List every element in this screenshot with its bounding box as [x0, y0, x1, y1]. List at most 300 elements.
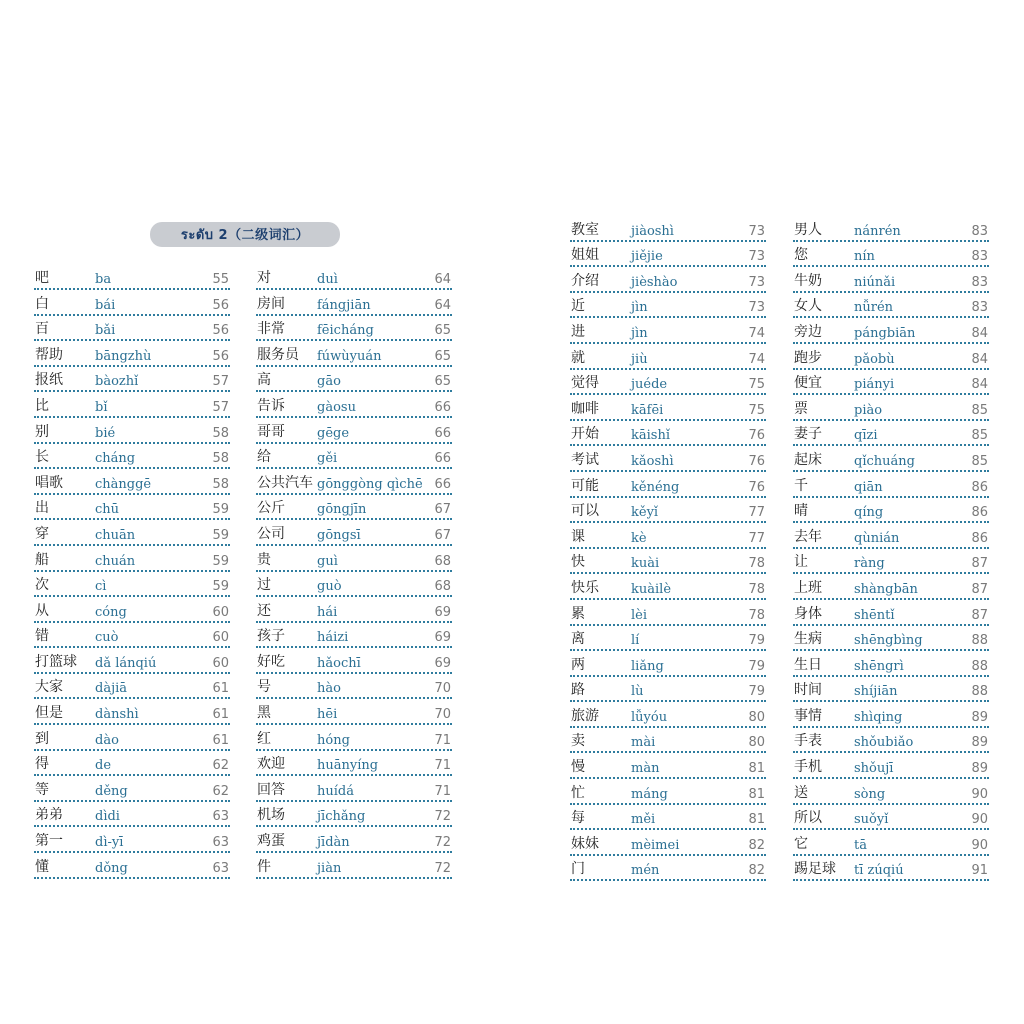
page-number: 59	[212, 553, 229, 569]
pinyin: suǒyǐ	[854, 812, 889, 828]
hanzi-word: 贵	[257, 551, 271, 568]
page-number: 85	[971, 453, 988, 469]
vocab-row	[793, 498, 989, 524]
vocab-row	[256, 674, 452, 700]
hanzi-word: 回答	[257, 781, 285, 798]
pinyin: bié	[95, 425, 116, 441]
pinyin: pǎobù	[854, 351, 895, 367]
vocab-row	[570, 805, 766, 831]
pinyin: bǎi	[95, 323, 116, 339]
vocab-row	[793, 677, 989, 703]
hanzi-word: 好吃	[257, 653, 285, 670]
pinyin: cóng	[95, 604, 127, 620]
vocab-row	[256, 444, 452, 470]
pinyin: pángbiān	[854, 325, 916, 341]
vocab-row	[256, 725, 452, 751]
pinyin: lù	[631, 684, 644, 700]
pinyin: qíng	[854, 505, 884, 521]
hanzi-word: 姐姐	[571, 247, 599, 264]
hanzi-word: 别	[35, 423, 49, 440]
pinyin: qǐchuáng	[854, 453, 915, 469]
page-number: 79	[748, 684, 765, 700]
vocab-row	[793, 779, 989, 805]
pinyin: shàngbān	[854, 581, 918, 597]
vocab-row	[34, 290, 230, 316]
pinyin: dǎ lánqiú	[95, 655, 157, 671]
page-number: 66	[434, 425, 451, 441]
page-number: 59	[212, 579, 229, 595]
pinyin: hái	[317, 604, 338, 620]
hanzi-word: 白	[35, 295, 49, 312]
hanzi-word: 您	[794, 247, 808, 264]
vocab-row	[34, 316, 230, 342]
page-number: 73	[748, 274, 765, 290]
vocab-row	[34, 674, 230, 700]
pinyin: bāngzhù	[95, 348, 152, 364]
hanzi-word: 机场	[257, 807, 285, 824]
vocab-row	[793, 805, 989, 831]
vocab-row	[256, 495, 452, 521]
hanzi-word: 公司	[257, 525, 285, 542]
vocab-row	[256, 827, 452, 853]
vocab-row	[256, 853, 452, 879]
page-number: 76	[748, 453, 765, 469]
pinyin: tī zúqiú	[854, 863, 904, 879]
page-number: 87	[971, 556, 988, 572]
vocab-row	[793, 574, 989, 600]
pinyin: kāfēi	[631, 402, 664, 418]
vocab-row	[570, 702, 766, 728]
vocab-row	[570, 370, 766, 396]
page-number: 75	[748, 377, 765, 393]
hanzi-word: 踢足球	[794, 861, 836, 878]
page-number: 65	[434, 374, 451, 390]
page-number: 90	[971, 812, 988, 828]
hanzi-word: 快	[571, 554, 585, 571]
pinyin: dǒng	[95, 860, 128, 876]
page-number: 74	[748, 325, 765, 341]
page-number: 84	[971, 377, 988, 393]
page-number: 60	[212, 630, 229, 646]
hanzi-word: 近	[571, 298, 585, 315]
hanzi-word: 旁边	[794, 323, 822, 340]
page-number: 61	[212, 681, 229, 697]
pinyin: guò	[317, 579, 342, 595]
pinyin: háizi	[317, 630, 349, 646]
vocab-row	[793, 472, 989, 498]
hanzi-word: 大家	[35, 679, 63, 696]
vocab-column-3	[570, 216, 766, 881]
vocab-row	[793, 856, 989, 882]
page-number: 83	[971, 249, 988, 265]
vocab-row	[34, 418, 230, 444]
hanzi-word: 卖	[571, 733, 585, 750]
page-number: 67	[434, 502, 451, 518]
page-number: 87	[971, 607, 988, 623]
hanzi-word: 便宜	[794, 375, 822, 392]
vocab-row	[256, 264, 452, 290]
hanzi-word: 鸡蛋	[257, 833, 285, 850]
pinyin: ba	[95, 271, 112, 287]
pinyin: cuò	[95, 630, 119, 646]
hanzi-word: 生日	[794, 656, 822, 673]
hanzi-word: 房间	[257, 295, 285, 312]
pinyin: shǒujī	[854, 761, 894, 777]
page-number: 84	[971, 351, 988, 367]
pinyin: dàjiā	[95, 681, 128, 697]
pinyin: gōngsī	[317, 527, 361, 543]
pinyin: jiàoshì	[631, 223, 674, 239]
page-number: 57	[212, 374, 229, 390]
hanzi-word: 觉得	[571, 375, 599, 392]
vocab-row	[256, 520, 452, 546]
vocab-row	[34, 623, 230, 649]
page-number: 56	[212, 323, 229, 339]
page-number: 74	[748, 351, 765, 367]
hanzi-word: 起床	[794, 451, 822, 468]
hanzi-word: 咖啡	[571, 400, 599, 417]
hanzi-word: 可能	[571, 477, 599, 494]
pinyin: jìn	[631, 300, 648, 316]
pinyin: kè	[631, 530, 647, 546]
hanzi-word: 男人	[794, 221, 822, 238]
vocab-row	[256, 469, 452, 495]
page-number: 66	[434, 451, 451, 467]
pinyin: gāo	[317, 374, 341, 390]
pinyin: kuài	[631, 556, 660, 572]
vocab-row	[256, 648, 452, 674]
hanzi-word: 懂	[35, 858, 49, 875]
vocab-column-1	[34, 264, 230, 878]
pinyin: nǚrén	[854, 300, 894, 316]
pinyin: duì	[317, 271, 338, 287]
hanzi-word: 孩子	[257, 628, 285, 645]
page-number: 75	[748, 402, 765, 418]
page-number: 59	[212, 527, 229, 543]
pinyin: chū	[95, 502, 120, 518]
hanzi-word: 唱歌	[35, 474, 63, 491]
hanzi-word: 考试	[571, 451, 599, 468]
pinyin: shēntǐ	[854, 607, 895, 623]
page-number: 57	[212, 399, 229, 415]
pinyin: juéde	[631, 377, 668, 393]
hanzi-word: 长	[35, 449, 49, 466]
vocab-row	[256, 367, 452, 393]
hanzi-word: 累	[571, 605, 585, 622]
hanzi-word: 介绍	[571, 272, 599, 289]
vocab-row	[570, 677, 766, 703]
page-number: 82	[748, 837, 765, 853]
vocab-row	[570, 421, 766, 447]
pinyin: fángjiān	[317, 297, 371, 313]
vocab-row	[570, 779, 766, 805]
pinyin: mài	[631, 735, 656, 751]
hanzi-word: 女人	[794, 298, 822, 315]
hanzi-word: 票	[794, 400, 808, 417]
page-number: 72	[434, 860, 451, 876]
page-number: 89	[971, 735, 988, 751]
page-number: 65	[434, 348, 451, 364]
hanzi-word: 从	[35, 602, 49, 619]
page-number: 68	[434, 579, 451, 595]
page-number: 90	[971, 786, 988, 802]
pinyin: huídá	[317, 783, 354, 799]
pinyin: qīzi	[854, 428, 878, 444]
pinyin: dì-yī	[95, 835, 124, 851]
hanzi-word: 进	[571, 323, 585, 340]
pinyin: gěi	[317, 451, 338, 467]
level-heading: ระดับ 2（二级词汇）	[150, 222, 340, 247]
hanzi-word: 弟弟	[35, 807, 63, 824]
page-number: 78	[748, 556, 765, 572]
pinyin: cì	[95, 579, 107, 595]
page-number: 69	[434, 604, 451, 620]
hanzi-word: 送	[794, 784, 808, 801]
pinyin: fúwùyuán	[317, 348, 382, 364]
hanzi-word: 离	[571, 631, 585, 648]
page-number: 88	[971, 684, 988, 700]
vocab-row	[793, 421, 989, 447]
pinyin: lǚyóu	[631, 709, 668, 725]
hanzi-word: 对	[257, 269, 271, 286]
hanzi-word: 路	[571, 682, 585, 699]
pinyin: jièshào	[631, 274, 678, 290]
page-number: 86	[971, 505, 988, 521]
page-number: 73	[748, 300, 765, 316]
page-number: 79	[748, 633, 765, 649]
vocab-row	[256, 572, 452, 598]
vocab-row	[34, 367, 230, 393]
pinyin: bàozhǐ	[95, 374, 139, 390]
page-number: 78	[748, 607, 765, 623]
hanzi-word: 件	[257, 858, 271, 875]
vocab-row	[256, 290, 452, 316]
pinyin: mèimei	[631, 837, 680, 853]
pinyin: bái	[95, 297, 116, 313]
hanzi-word: 比	[35, 397, 49, 414]
hanzi-word: 号	[257, 679, 271, 696]
hanzi-word: 晴	[794, 503, 808, 520]
hanzi-word: 公共汽车	[257, 474, 313, 491]
pinyin: shìqing	[854, 709, 903, 725]
page-number: 80	[748, 735, 765, 751]
page-number: 56	[212, 348, 229, 364]
vocab-row	[793, 600, 989, 626]
page-number: 56	[212, 297, 229, 313]
vocab-row	[793, 523, 989, 549]
vocab-row	[256, 316, 452, 342]
pinyin: gēge	[317, 425, 350, 441]
pinyin: mén	[631, 863, 660, 879]
hanzi-word: 出	[35, 500, 49, 517]
pinyin: gàosu	[317, 399, 356, 415]
page-number: 76	[748, 428, 765, 444]
pinyin: cháng	[95, 451, 136, 467]
page-number: 68	[434, 553, 451, 569]
page-number: 58	[212, 476, 229, 492]
page-number: 85	[971, 402, 988, 418]
page-number: 69	[434, 655, 451, 671]
hanzi-word: 帮助	[35, 346, 63, 363]
pinyin: kuàilè	[631, 581, 672, 597]
pinyin: ràng	[854, 556, 885, 572]
vocab-row	[34, 802, 230, 828]
page-number: 78	[748, 581, 765, 597]
page-number: 62	[212, 758, 229, 774]
page-number: 85	[971, 428, 988, 444]
page-number: 81	[748, 812, 765, 828]
page-number: 89	[971, 709, 988, 725]
pinyin: jiàn	[317, 860, 342, 876]
page-number: 81	[748, 786, 765, 802]
vocab-row	[570, 600, 766, 626]
hanzi-word: 千	[794, 477, 808, 494]
vocab-row	[34, 495, 230, 521]
hanzi-word: 非常	[257, 321, 285, 338]
vocab-row	[570, 498, 766, 524]
hanzi-word: 旅游	[571, 707, 599, 724]
vocab-row	[256, 392, 452, 418]
pinyin: lèi	[631, 607, 648, 623]
page-number: 72	[434, 809, 451, 825]
pinyin: dìdi	[95, 809, 120, 825]
vocab-column-4	[793, 216, 989, 881]
vocab-row	[256, 623, 452, 649]
vocab-row	[570, 344, 766, 370]
vocab-row	[793, 370, 989, 396]
page-number: 61	[212, 732, 229, 748]
pinyin: dào	[95, 732, 119, 748]
pinyin: sòng	[854, 786, 886, 802]
page-number: 83	[971, 223, 988, 239]
hanzi-word: 让	[794, 554, 808, 571]
page-number: 84	[971, 325, 988, 341]
hanzi-word: 所以	[794, 810, 822, 827]
vocab-row	[793, 242, 989, 268]
vocab-row	[256, 751, 452, 777]
vocab-row	[570, 446, 766, 472]
pinyin: chuán	[95, 553, 136, 569]
hanzi-word: 每	[571, 810, 585, 827]
page-number: 77	[748, 530, 765, 546]
vocab-row	[570, 574, 766, 600]
pinyin: hào	[317, 681, 341, 697]
page-number: 65	[434, 323, 451, 339]
pinyin: piào	[854, 402, 883, 418]
vocab-row	[256, 418, 452, 444]
pinyin: lí	[631, 633, 640, 649]
hanzi-word: 还	[257, 602, 271, 619]
vocab-row	[570, 523, 766, 549]
vocab-row	[34, 444, 230, 470]
hanzi-word: 时间	[794, 682, 822, 699]
hanzi-word: 可以	[571, 503, 599, 520]
pinyin: qùnián	[854, 530, 900, 546]
page-number: 82	[748, 863, 765, 879]
page-number: 66	[434, 476, 451, 492]
page-number: 91	[971, 863, 988, 879]
hanzi-word: 告诉	[257, 397, 285, 414]
vocab-row	[34, 392, 230, 418]
pinyin: hóng	[317, 732, 350, 748]
page-number: 64	[434, 297, 451, 313]
hanzi-word: 欢迎	[257, 756, 285, 773]
vocab-row	[34, 827, 230, 853]
pinyin: piányi	[854, 377, 895, 393]
vocab-row	[34, 776, 230, 802]
vocab-row	[34, 597, 230, 623]
hanzi-word: 就	[571, 349, 585, 366]
pinyin: jiějie	[631, 249, 663, 265]
pinyin: tā	[854, 837, 867, 853]
vocab-row	[34, 341, 230, 367]
hanzi-word: 快乐	[571, 579, 599, 596]
page-number: 63	[212, 835, 229, 851]
hanzi-word: 手表	[794, 733, 822, 750]
vocab-row	[34, 699, 230, 725]
vocab-row	[570, 472, 766, 498]
pinyin: jīchǎng	[317, 809, 366, 825]
vocab-row	[570, 651, 766, 677]
pinyin: hǎochī	[317, 655, 361, 671]
page-number: 55	[212, 271, 229, 287]
page-number: 80	[748, 709, 765, 725]
vocab-row	[793, 728, 989, 754]
vocab-column-2	[256, 264, 452, 878]
hanzi-word: 课	[571, 528, 585, 545]
vocab-row	[570, 242, 766, 268]
pinyin: nánrén	[854, 223, 901, 239]
pinyin: chànggē	[95, 476, 152, 492]
vocab-row	[793, 446, 989, 472]
page-number: 69	[434, 630, 451, 646]
vocab-row	[570, 728, 766, 754]
page-number: 88	[971, 633, 988, 649]
hanzi-word: 跑步	[794, 349, 822, 366]
pinyin: shēngbìng	[854, 633, 923, 649]
hanzi-word: 身体	[794, 605, 822, 622]
hanzi-word: 给	[257, 449, 271, 466]
hanzi-word: 错	[35, 628, 49, 645]
vocab-row	[34, 546, 230, 572]
pinyin: jìn	[631, 325, 648, 341]
pinyin: liǎng	[631, 658, 664, 674]
vocab-row	[570, 626, 766, 652]
hanzi-word: 事情	[794, 707, 822, 724]
page-number: 64	[434, 271, 451, 287]
hanzi-word: 第一	[35, 833, 63, 850]
page-number: 61	[212, 707, 229, 723]
vocab-row	[793, 293, 989, 319]
page-number: 83	[971, 300, 988, 316]
vocab-row	[570, 293, 766, 319]
hanzi-word: 打篮球	[35, 653, 77, 670]
vocab-row	[793, 395, 989, 421]
page-number: 86	[971, 479, 988, 495]
hanzi-word: 公斤	[257, 500, 285, 517]
page-number: 70	[434, 681, 451, 697]
vocab-row	[34, 572, 230, 598]
pinyin: kǎoshì	[631, 453, 674, 469]
page-number: 76	[748, 479, 765, 495]
page-number: 90	[971, 837, 988, 853]
page-number: 77	[748, 505, 765, 521]
pinyin: kāishǐ	[631, 428, 670, 444]
page-number: 71	[434, 732, 451, 748]
hanzi-word: 但是	[35, 705, 63, 722]
hanzi-word: 两	[571, 656, 585, 673]
vocab-row	[793, 702, 989, 728]
